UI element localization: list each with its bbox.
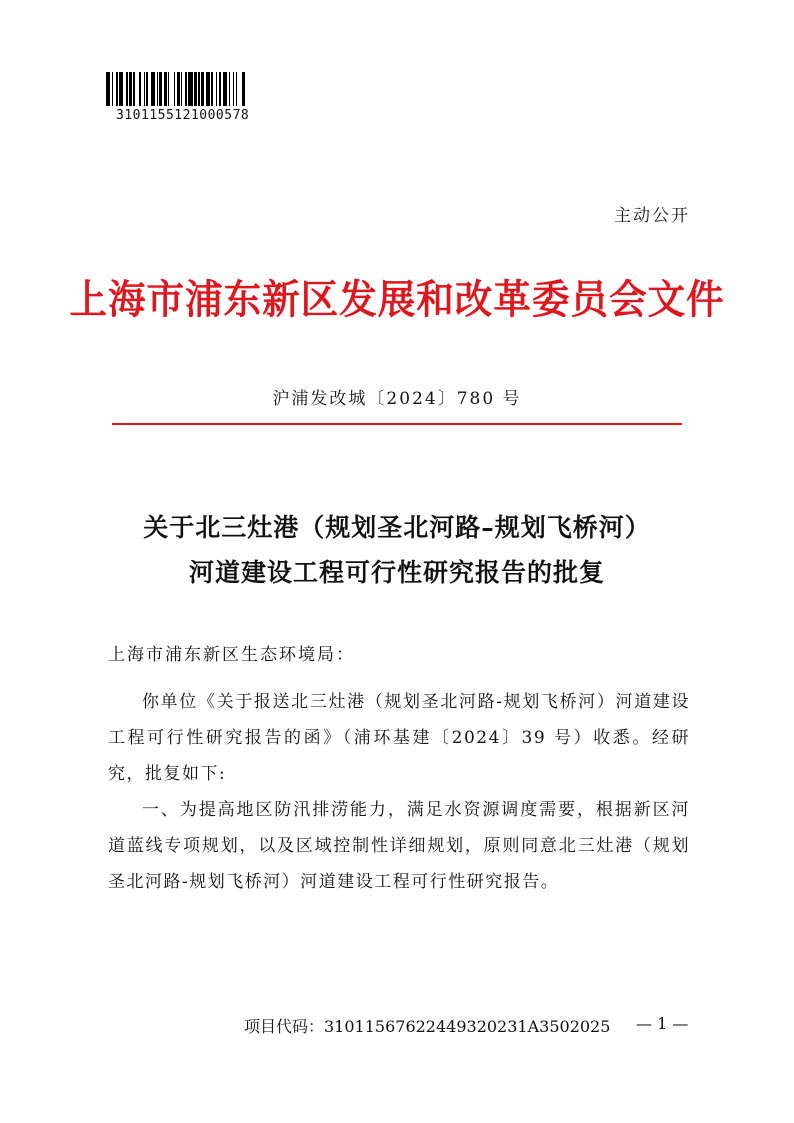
issuing-organization-title: 上海市浦东新区发展和改革委员会文件	[69, 276, 725, 323]
body-paragraph-1: 你单位《关于报送北三灶港（规划圣北河路-规划飞桥河）河道建设工程可行性研究报告的函》（浦环基建〔2024〕39 号）收悉。经研究，批复如下:	[108, 692, 690, 784]
barcode-number: 3101155121000578	[116, 108, 250, 123]
red-separator-line	[112, 423, 682, 425]
project-code: 项目代码：31011567622449320231A3502025	[244, 1017, 611, 1036]
barcode-graphic	[106, 72, 294, 106]
document-title-line-2: 河道建设工程可行性研究报告的批复	[188, 558, 605, 587]
document-number: 沪浦发改城〔2024〕780 号	[272, 389, 522, 409]
disclosure-label: 主动公开	[614, 206, 690, 226]
document-body	[108, 684, 690, 900]
addressee: 上海市浦东新区生态环境局：	[108, 645, 355, 665]
body-paragraph-2: 一、为提高地区防汛排涝能力，满足水资源调度需要，根据新区河道蓝线专项规划，以及区域控制性详细规划，原则同意北三灶港（规划圣北河路-规划飞桥河）河道建设工程可行性研究报告。	[108, 800, 690, 892]
document-title-line-1: 关于北三灶港（规划圣北河路–规划飞桥河）	[143, 513, 651, 542]
page-number: — 1 —	[636, 1014, 689, 1033]
